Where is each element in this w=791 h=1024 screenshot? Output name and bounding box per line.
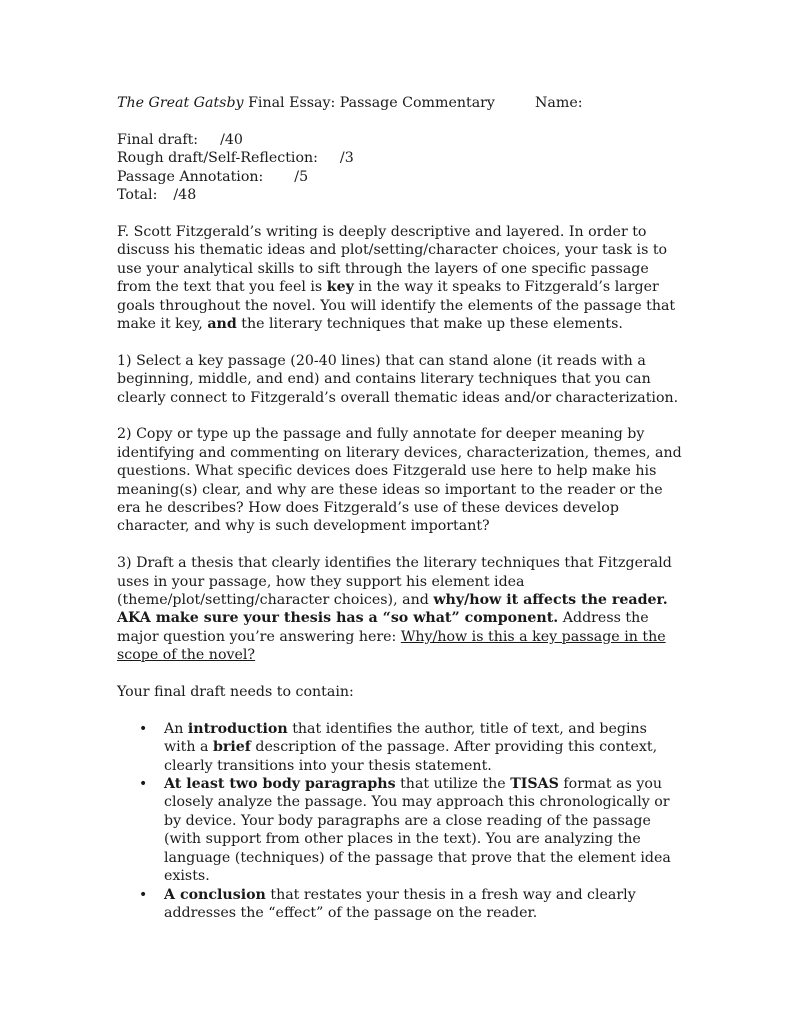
list-text: An — [164, 720, 188, 737]
document-page — [117, 94, 682, 922]
list-text: description of the passage. After providing this context, clearly transitions into your thesis statement. — [164, 739, 658, 774]
step-3-underlined-question: Why/how is this a key passage in the scope of the novel? — [117, 628, 666, 664]
list-item-body-paragraphs — [164, 775, 682, 885]
title-italic: The Great Gatsby — [117, 95, 244, 111]
step-3-paragraph — [117, 554, 682, 664]
list-bold: At least two body paragraphs — [164, 776, 396, 793]
title — [117, 95, 495, 111]
list-text: that utilize the — [395, 776, 511, 793]
score-row-total — [117, 186, 682, 204]
score-row-annotation — [117, 168, 682, 186]
intro-text-3: the literary techniques that make up these elements. — [236, 315, 623, 332]
score-value: /3 — [339, 150, 354, 167]
score-label: Total: — [117, 187, 158, 204]
list-bold: A conclusion — [164, 886, 266, 903]
score-value: /40 — [220, 132, 243, 148]
list-bold: brief — [213, 739, 251, 756]
score-label: Passage Annotation: — [117, 168, 264, 185]
list-bold: TISAS — [510, 776, 559, 793]
list-text: format as you closely analyze the passage. You may approach this chronologically or by device. Your body paragraphs are a close reading of the passage (with support from other places in the text). You are analyzing the language (techniques) of the passage that prove that the element idea exists. — [164, 776, 671, 885]
list-item-conclusion — [164, 886, 682, 923]
requirements-list — [117, 720, 682, 922]
step-1-paragraph: 1) Select a key passage (20-40 lines) that can stand alone (it reads with a beginning, middle, and end) and contains literary techniques that you can clearly connect to Fitzgerald’s overall thematic ideas and/or characterization. — [117, 352, 679, 406]
score-value: /48 — [173, 187, 197, 204]
score-breakdown — [117, 131, 682, 205]
score-row-rough-draft — [117, 149, 682, 167]
document-header — [117, 94, 682, 113]
step-2-paragraph: 2) Copy or type up the passage and fully annotate for deeper meaning by identifying and commenting on literary devices, characterization, themes, and questions. What specific devices does Fitzgerald use here to help make his meaning(s) clear, and why are these ideas so important to the reader or the era he describes? How does Fitzgerald’s use of these devices develop character, and why is such development important? — [117, 426, 682, 535]
intro-bold-key: key — [326, 279, 354, 296]
score-value: /5 — [294, 168, 309, 185]
list-bold: introduction — [187, 720, 288, 737]
intro-bold-and: and — [207, 315, 237, 332]
step-3-text-a: 3) Draft a thesis that clearly identifies the literary techniques that Fitzgerald uses in your passage, how they support his element idea (theme/plot/setting/character choices), and — [117, 555, 672, 609]
score-label: Final draft: — [117, 132, 199, 148]
list-text: that identifies the author, title of text, and begins with a — [164, 720, 647, 756]
intro-text-1: F. Scott Fitzgerald’s writing is deeply descriptive and layered. In order to discuss his thematic ideas and plot/setting/character choices, your task is to use your analytical skills to sift through the layers of one specific passage from the text that you feel is — [117, 223, 668, 296]
score-label: Rough draft/Self-Reflection: — [117, 150, 318, 167]
intro-paragraph — [117, 223, 682, 333]
intro-text-2: in the way it speaks to Fitzgerald’s larger goals throughout the novel. You will identify the elements of the passage that make it key, — [117, 279, 676, 332]
list-item-introduction — [164, 720, 682, 775]
step-3-text-b: Address the major question you’re answering here: — [117, 610, 649, 645]
name-label: Name: — [535, 95, 583, 111]
final-draft-heading: Your final draft needs to contain: — [117, 684, 354, 701]
step-3-bold: why/how it affects the reader. AKA make sure your thesis has a “so what” component. — [117, 592, 668, 627]
list-text: that restates your thesis in a fresh way and clearly addresses the “effect” of the passage on the reader. — [164, 886, 636, 921]
score-row-final-draft — [117, 131, 682, 149]
title-rest: Final Essay: Passage Commentary — [243, 95, 495, 111]
